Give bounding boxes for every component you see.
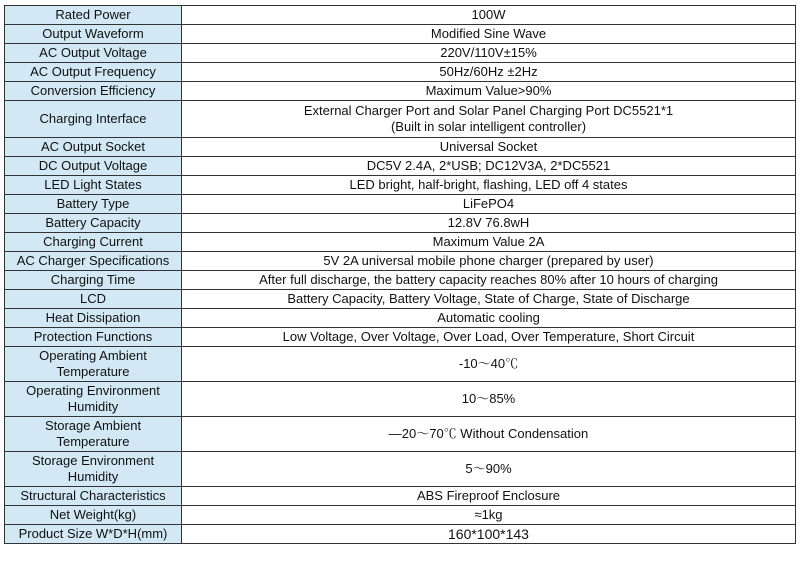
- table-row: [5, 487, 796, 506]
- spec-label: AC Output Voltage: [5, 44, 182, 63]
- spec-label: LCD: [5, 290, 182, 309]
- spec-label: Conversion Efficiency: [5, 82, 182, 101]
- table-row: [5, 233, 796, 252]
- spec-label: LED Light States: [5, 176, 182, 195]
- spec-label-line: Operating Ambient: [39, 348, 147, 363]
- spec-table: [4, 5, 796, 544]
- table-row: [5, 271, 796, 290]
- spec-value: Low Voltage, Over Voltage, Over Load, Over Temperature, Short Circuit: [182, 328, 796, 347]
- table-row: [5, 214, 796, 233]
- table-row: [5, 452, 796, 487]
- table-row: [5, 309, 796, 328]
- spec-label: AC Charger Specifications: [5, 252, 182, 271]
- table-row: [5, 176, 796, 195]
- spec-label-line: Temperature: [56, 434, 130, 449]
- spec-label: Battery Capacity: [5, 214, 182, 233]
- spec-value: LiFePO4: [182, 195, 796, 214]
- table-row: [5, 417, 796, 452]
- spec-value: DC5V 2.4A, 2*USB; DC12V3A, 2*DC5521: [182, 157, 796, 176]
- table-row: [5, 328, 796, 347]
- table-row: [5, 347, 796, 382]
- spec-value: 12.8V 76.8wH: [182, 214, 796, 233]
- table-row: [5, 44, 796, 63]
- spec-label-line: Humidity: [67, 399, 119, 414]
- spec-value: Modified Sine Wave: [182, 25, 796, 44]
- spec-label-line: Storage Ambient: [44, 418, 142, 433]
- spec-label: Structural Characteristics: [5, 487, 182, 506]
- table-row: [5, 290, 796, 309]
- table-row: [5, 6, 796, 25]
- spec-label: AC Output Frequency: [5, 63, 182, 82]
- spec-label: Protection Functions: [5, 328, 182, 347]
- spec-label: Battery Type: [5, 195, 182, 214]
- table-row: [5, 101, 796, 138]
- spec-value: —20～70℃ Without Condensation: [182, 417, 796, 452]
- spec-value-line: External Charger Port and Solar Panel Charging Port DC5521*1: [303, 103, 674, 118]
- spec-label-line: Operating Environment: [26, 383, 160, 398]
- spec-label-line: Temperature: [56, 364, 130, 379]
- spec-label: Output Waveform: [5, 25, 182, 44]
- table-row: [5, 506, 796, 525]
- table-row: [5, 195, 796, 214]
- spec-value: Automatic cooling: [182, 309, 796, 328]
- spec-label-line: Humidity: [67, 469, 119, 484]
- spec-value: -10～40℃: [182, 347, 796, 382]
- spec-value: 100W: [182, 6, 796, 25]
- table-row: [5, 252, 796, 271]
- spec-value: After full discharge, the battery capacity reaches 80% after 10 hours of charging: [182, 271, 796, 290]
- spec-label: [5, 347, 182, 382]
- spec-label: [5, 417, 182, 452]
- spec-label: Rated Power: [5, 6, 182, 25]
- spec-value: 160*100*143: [182, 525, 796, 544]
- spec-value-line: (Built in solar intelligent controller): [390, 119, 587, 134]
- spec-value: ≈1kg: [182, 506, 796, 525]
- table-row: [5, 382, 796, 417]
- spec-value: 50Hz/60Hz ±2Hz: [182, 63, 796, 82]
- spec-value: Maximum Value>90%: [182, 82, 796, 101]
- spec-value: 5～90%: [182, 452, 796, 487]
- spec-value: Maximum Value 2A: [182, 233, 796, 252]
- spec-value: 5V 2A universal mobile phone charger (prepared by user): [182, 252, 796, 271]
- table-row: [5, 82, 796, 101]
- table-row: [5, 138, 796, 157]
- spec-label: Charging Interface: [5, 101, 182, 138]
- table-row: [5, 525, 796, 544]
- spec-label: Charging Current: [5, 233, 182, 252]
- spec-value: ABS Fireproof Enclosure: [182, 487, 796, 506]
- spec-label: Charging Time: [5, 271, 182, 290]
- table-row: [5, 25, 796, 44]
- spec-value: LED bright, half-bright, flashing, LED off 4 states: [182, 176, 796, 195]
- spec-label: [5, 452, 182, 487]
- spec-value: Battery Capacity, Battery Voltage, State of Charge, State of Discharge: [182, 290, 796, 309]
- spec-label: Product Size W*D*H(mm): [5, 525, 182, 544]
- spec-label: AC Output Socket: [5, 138, 182, 157]
- spec-label-line: Storage Environment: [31, 453, 155, 468]
- spec-label: Net Weight(kg): [5, 506, 182, 525]
- spec-label: Heat Dissipation: [5, 309, 182, 328]
- spec-value: [182, 101, 796, 138]
- spec-label: DC Output Voltage: [5, 157, 182, 176]
- spec-value: 220V/110V±15%: [182, 44, 796, 63]
- spec-label: [5, 382, 182, 417]
- spec-value: 10～85%: [182, 382, 796, 417]
- table-row: [5, 157, 796, 176]
- spec-value: Universal Socket: [182, 138, 796, 157]
- table-row: [5, 63, 796, 82]
